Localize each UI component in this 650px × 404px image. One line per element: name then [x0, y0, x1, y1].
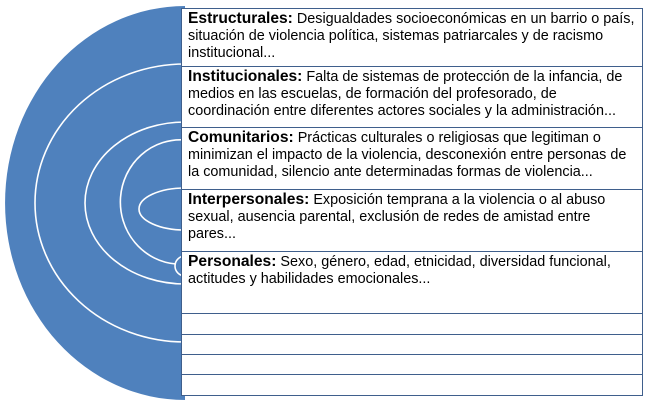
level-description: Exposición temprana a la violencia o al abuso sexual, ausencia parental, exclusión de redes de amistad entre pares... — [188, 192, 606, 242]
level-estructurales — [181, 8, 643, 67]
level-institucionales — [181, 66, 643, 128]
level-term: Estructurales: — [188, 10, 293, 27]
outer-level-fill — [5, 6, 185, 400]
empty-row — [181, 313, 643, 335]
empty-row — [181, 374, 643, 396]
level-description: Prácticas culturales o religiosas que legitiman o minimizan el impacto de la violencia, desconexión entre personas de la comunidad, silencio ante determinadas formas de violencia... — [188, 130, 627, 180]
empty-row — [181, 334, 643, 355]
level-term: Interpersonales: — [188, 191, 310, 208]
level-personales — [181, 251, 643, 314]
level-interpersonales — [181, 189, 643, 252]
level-description: Sexo, género, edad, etnicidad, diversidad funcional, actitudes y habilidades emocionales... — [188, 254, 611, 287]
level-description: Desigualdades socioeconómicas en un barrio o país, situación de violencia política, sistemas patriarcales y de racismo institucional... — [188, 11, 635, 61]
empty-row — [181, 354, 643, 375]
level-comunitarios — [181, 127, 643, 190]
level-term: Comunitarios: — [188, 129, 294, 146]
level-description: Falta de sistemas de protección de la infancia, de medios en las escuelas, de formación del profesorado, de coordinación entre diferentes actores sociales y la administración... — [188, 69, 623, 119]
level-term: Institucionales: — [188, 68, 303, 85]
level-term: Personales: — [188, 253, 277, 270]
